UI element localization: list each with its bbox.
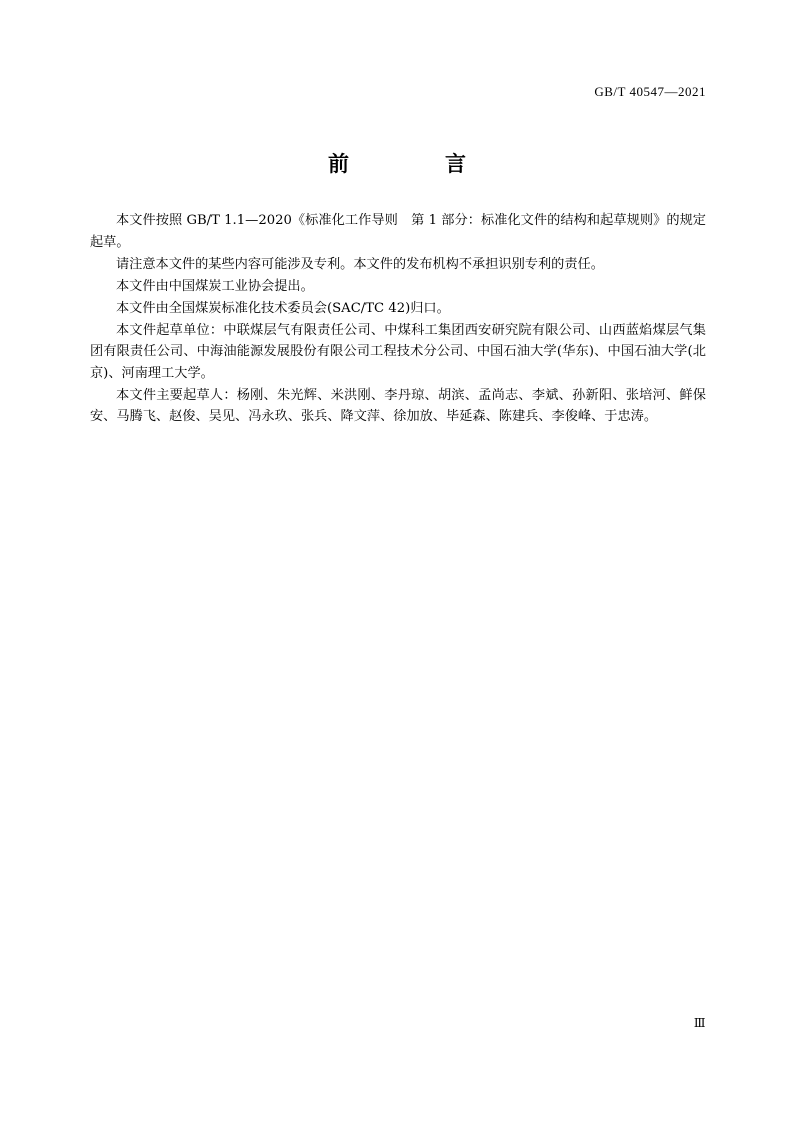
foreword-paragraph: 本文件由全国煤炭标准化技术委员会(SAC/TC 42)归口。: [116, 300, 450, 316]
standard-code-header: GB/T 40547—2021: [594, 84, 706, 99]
foreword-paragraph: 本文件起草单位：中联煤层气有限责任公司、中煤科工集团西安研究院有限公司、山西蓝焰煤层气集团有限责任公司、中海油能源发展股份有限公司工程技术分公司、中国石油大学(华东)、中国石油大学(北京)、河南理工大学。: [90, 322, 706, 381]
foreword-paragraph: 请注意本文件的某些内容可能涉及专利。本文件的发布机构不承担识别专利的责任。: [116, 256, 604, 272]
foreword-paragraph: 本文件主要起草人：杨刚、朱光辉、米洪刚、李丹琼、胡滨、孟尚志、李斌、孙新阳、张培河、鲜保安、马腾飞、赵俊、吴见、冯永玖、张兵、降文萍、徐加放、毕延森、陈建兵、李俊峰、于忠涛。: [90, 387, 706, 424]
page-title: 前 言: [328, 151, 484, 176]
page-number: Ⅲ: [693, 1016, 706, 1030]
foreword-paragraph: 本文件由中国煤炭工业协会提出。: [116, 278, 314, 294]
foreword-paragraph: 本文件按照 GB/T 1.1—2020《标准化工作导则 第 1 部分：标准化文件的结构和起草规则》的规定起草。: [90, 213, 706, 250]
foreword-body: [90, 210, 706, 428]
